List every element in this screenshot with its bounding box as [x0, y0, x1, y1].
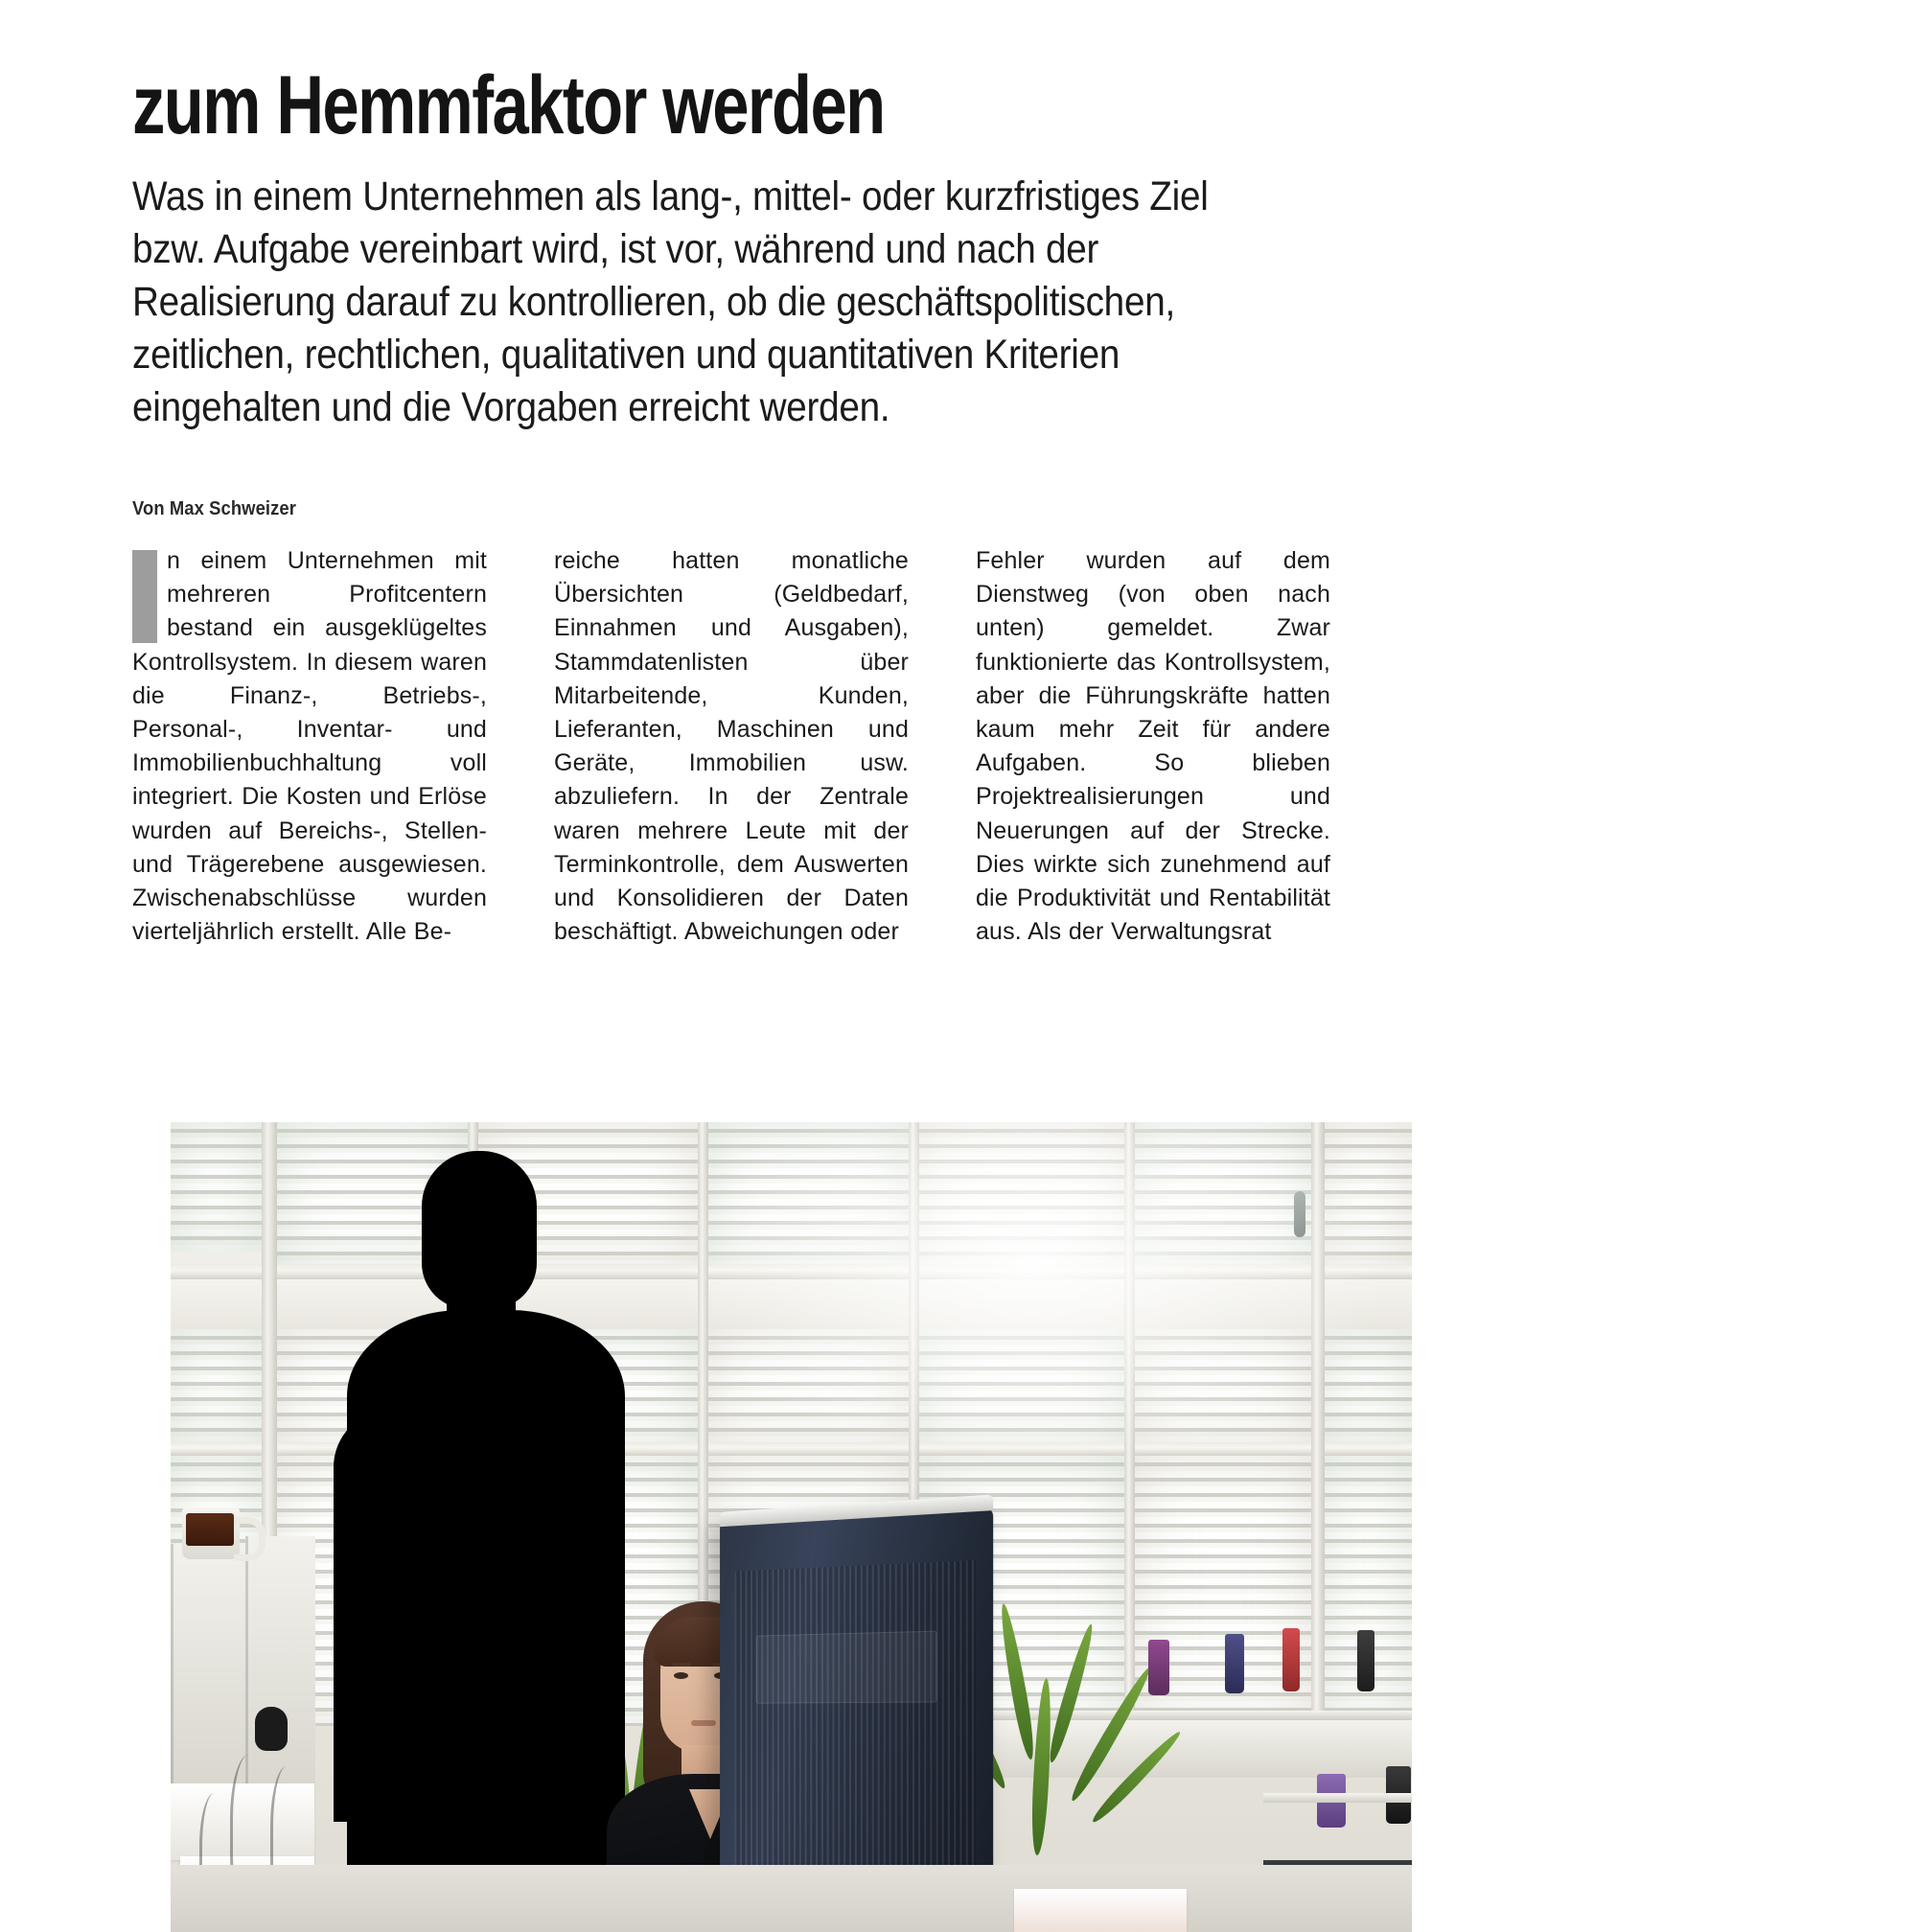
body-column-2: [554, 544, 909, 949]
paper-foreground: [1014, 1889, 1187, 1932]
body-text-1: n einem Unternehmen mit mehreren Profitcentern bestand ein ausgeklügeltes Kontrollsystem. In diesem waren die Finanz-, Betriebs-, Personal-, Inventar- und Immobilienbuchhaltung voll integriert. Die Kosten und Erlöse wurden auf Bereichs-, Stellen- und Trägerebene ausgewiesen. Zwischenabschlüsse wurden vierteljährlich erstellt. Alle Be-: [132, 547, 487, 946]
window-blinds-upper-c: [707, 1122, 909, 1268]
coffee-liquid: [186, 1513, 234, 1546]
desk-foreground: [171, 1865, 1412, 1932]
monitor-vents: [735, 1560, 976, 1892]
window-frame-vertical-5: [1124, 1122, 1135, 1736]
desk-object-g: [1357, 1630, 1374, 1691]
lead-paragraph: Was in einem Unternehmen als lang-, mittel- oder kurzfristiges Ziel bzw. Aufgabe vereinbart wird, ist vor, während und nach der Realisierung darauf zu kontrollieren, ob die geschäftspolitischen, zeitlichen, rechtlichen, qualitativen und quantitativen Kriterien eingehalten und die Vorgaben erreicht werden.: [132, 173, 1209, 430]
body-columns: [132, 544, 1378, 949]
binder-1: [171, 1544, 248, 1783]
body-column-3: [976, 544, 1330, 949]
window-frame-vertical-6: [1311, 1122, 1325, 1736]
page-title: zum Hemmfaktor werden: [132, 58, 885, 151]
mouse-icon: [255, 1707, 288, 1751]
window-blinds-upper-d: [918, 1122, 1124, 1266]
window-blinds-upper-left: [171, 1122, 262, 1252]
window-blinds-mid-left: [171, 1329, 262, 1444]
eyebrow-left: [672, 1663, 691, 1667]
monitor-panel: [755, 1631, 936, 1703]
window-handle-icon: [1294, 1191, 1305, 1237]
window-blinds-mid-f: [1321, 1329, 1412, 1446]
silhouette-arm: [334, 1410, 449, 1822]
shelf-right: [1263, 1793, 1412, 1803]
coffee-mug-handle: [234, 1517, 266, 1561]
window-blinds-mid-d: [918, 1329, 1124, 1446]
body-column-1: [132, 544, 487, 949]
silhouette-figure: [334, 1122, 650, 1932]
drop-cap: [132, 550, 157, 643]
window-blinds-mid-c: [707, 1329, 909, 1444]
eye-left: [674, 1672, 688, 1679]
desk-object-f: [1282, 1628, 1300, 1691]
article-photo: [171, 1122, 1412, 1932]
mouth: [691, 1720, 716, 1726]
window-blinds-upper-e: [1134, 1122, 1311, 1264]
window-blinds-upper-f: [1321, 1122, 1412, 1266]
desk-object-e: [1225, 1634, 1244, 1693]
byline: Von Max Schweizer: [132, 498, 296, 519]
window-blinds-mid-e: [1134, 1329, 1311, 1444]
body-text-2: reiche hatten monatliche Übersichten (Geldbedarf, Einnahmen und Ausgaben), Stammdatenlisten über Mitarbeitende, Kunden, Lieferanten, Maschinen und Geräte, Immobilien usw. abzuliefern. In der Zentrale waren mehrere Leute mit der Terminkontrolle, dem Auswerten und Konsolidieren der Daten beschäftigt. Abweichungen oder: [554, 547, 909, 946]
body-text-3: Fehler wurden auf dem Dienstweg (von oben nach unten) gemeldet. Zwar funktionierte das Kontrollsystem, aber die Führungskräfte hatten kaum mehr Zeit für andere Aufgaben. So blieben Projektrealisierungen und Neuerungen auf der Strecke. Dies wirkte sich zunehmend auf die Produktivität und Rentabilität aus. Als der Verwaltungsrat: [976, 547, 1330, 946]
desk-object-d: [1148, 1640, 1169, 1695]
